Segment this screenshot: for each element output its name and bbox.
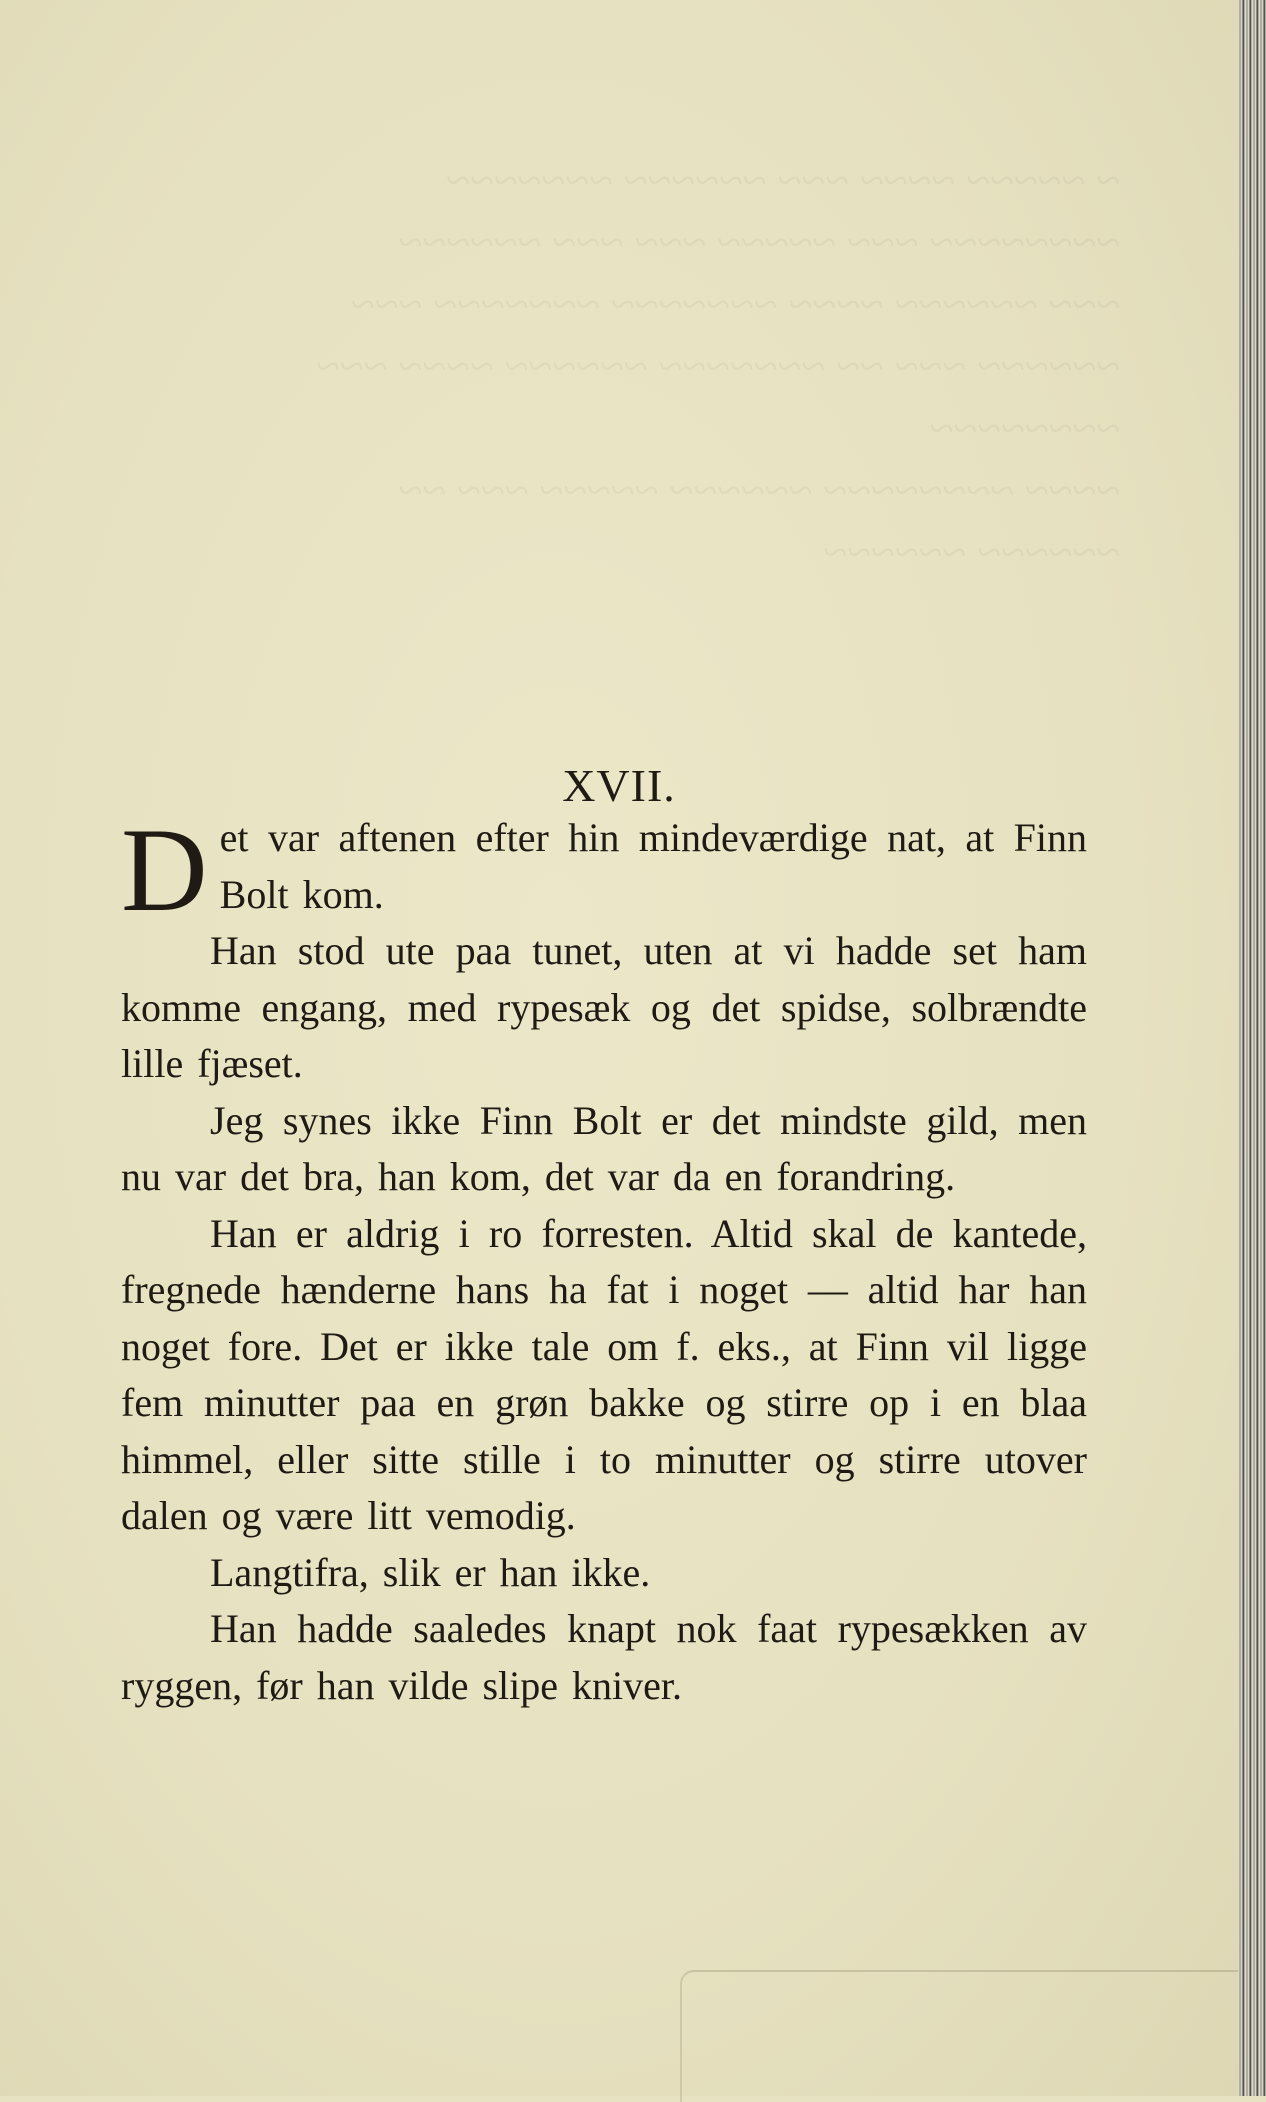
paragraph: Langtifra, slik er han ikke. (210, 1549, 651, 1595)
drop-cap: D (121, 803, 208, 936)
chapter-heading: XVII. (562, 759, 676, 811)
page-edge (1238, 0, 1266, 2096)
bleed-through-texture: ~ ~~~~~ ~~~~ ~~~ ~~~~~~ ~~~~~~~ ~~~~~~~~ ~~~ ~~~~~ ~~~ ~~~ ~~~~~~ ~~~ ~~~~~~ ~~~~ ~~~~~~~ ~~~~~~~ ~~~ ~~~~~~ ~~~ ~~ ~~~~~~~ ~~~~~~ ~~~~ ~~~ ~~~~~~~~ ~~~~ ~~~~~~~~ ~~~~~~ ~~~~~ ~~~ ~~ ~~~~~~ ~~~~~~ (316, 156, 1120, 577)
page-stain (680, 1970, 1242, 2102)
paragraph: Han er aldrig i ro forresten. Altid skal de kantede, fregnede hænderne hans ha fat i noget — altid har han noget fore. Det er ikke tale om f. eks., at Finn vil ligge fem minutter paa en grøn bakke og stirre op i en blaa himmel, eller sitte stille i to minutter og stirre utover dalen og være litt vemodig. (121, 1210, 1087, 1538)
paragraph: Han stod ute paa tunet, uten at vi hadde set ham komme engang, med rypesæk og det spidse, solbrændte lille fjæset. (121, 928, 1087, 1086)
paragraph: Jeg synes ikke Finn Bolt er det mindste gild, men nu var det bra, han kom, det var da en forandring. (121, 1097, 1087, 1199)
chapter-text (121, 803, 1087, 1714)
first-paragraph-text: et var aftenen efter hin mindeværdige nat, at Finn Bolt kom. (219, 815, 1087, 917)
first-paragraph (121, 803, 1087, 936)
paragraph: Han hadde saaledes knapt nok faat rypesækken av ryggen, før han vilde slipe kniver. (121, 1606, 1087, 1708)
